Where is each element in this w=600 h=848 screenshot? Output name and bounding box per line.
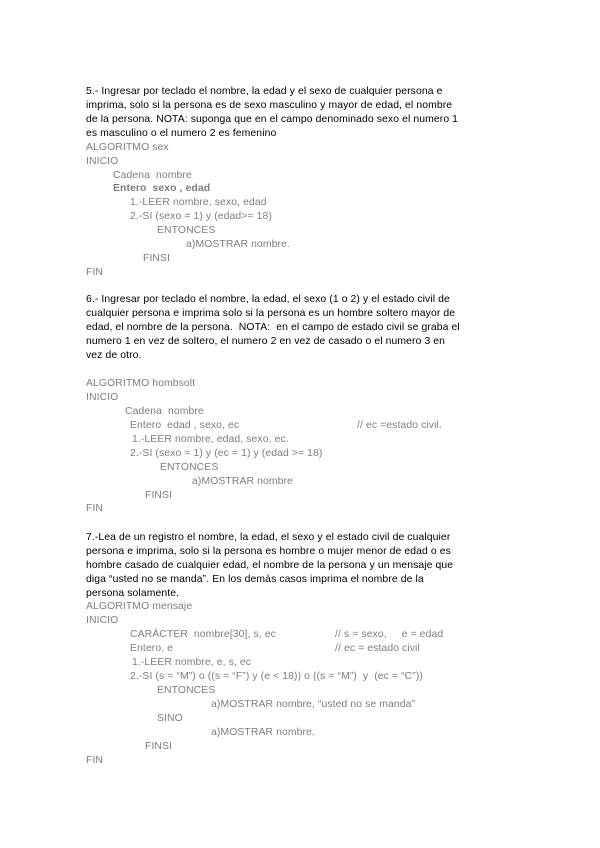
ex7-comment-1: // s = sexo, e = edad [335, 629, 444, 640]
ex5-code-line-1: ALGORITMO sex [86, 142, 169, 153]
ex6-code-line-10: FIN [86, 503, 104, 514]
ex7-code-line-10: a)MOSTRAR nombre. [211, 727, 315, 738]
ex6-statement-line-1: 6.- Ingresar por teclado el nombre, la edad, el sexo (1 o 2) y el estado civil de [86, 294, 450, 305]
ex7-code-line-11: FINSI [145, 741, 173, 752]
ex7-code-line-8: a)MOSTRAR nombre, “usted no se manda” [211, 699, 416, 710]
ex7-statement-line-2: persona e imprima, solo si la persona es hombre o mujer menor de edad o es [86, 546, 451, 557]
ex7-statement-line-3: hombre casado de cualquier edad, el nombre de la persona y un mensaje que [86, 560, 454, 571]
ex7-code-line-3: CARÁCTER nombre[30], s, ec [130, 629, 276, 640]
ex6-comment: // ec =estado civil. [357, 420, 442, 431]
ex7-statement-line-4: diga “usted no se manda”. En los demás casos imprima el nombre de la [86, 574, 424, 585]
ex6-code-line-3: Cadena nombre [125, 406, 204, 417]
ex6-statement-line-2: cualquier persona e imprima solo si la persona es un hombre soltero mayor de [86, 308, 456, 319]
ex7-statement-line-5: persona solamente. [86, 588, 180, 599]
ex7-code-line-5: 1.-LEER nombre, e, s, ec [132, 657, 252, 668]
ex7-code-line-6: 2.-SI (s = “M”) o ((s = “F”) y (e < 18)) o ((s = “M”) y (ec = “C”)) [130, 671, 423, 682]
ex7-comment-2: // ec = estado civil [335, 643, 420, 654]
ex6-statement-line-5: vez de otro. [86, 350, 142, 361]
ex6-code-line-1: ALGORITMO hombsolt [86, 378, 196, 389]
ex6-code-line-7: ENTONCES [160, 462, 219, 473]
ex7-code-line-2: INICIO [86, 615, 119, 626]
ex5-code-line-7: ENTONCES [157, 225, 216, 236]
ex6-code-line-6: 2.-SI (sexo = 1) y (ec = 1) y (edad >= 18) [130, 448, 323, 459]
ex6-code-line-2: INICIO [86, 392, 119, 403]
ex7-code-line-12: FIN [86, 755, 104, 766]
ex7-code-line-7: ENTONCES [157, 685, 216, 696]
ex6-statement-line-4: numero 1 en vez de soltero, el numero 2 en vez de casado o el numero 3 en [86, 336, 446, 347]
ex5-code-line-4: Entero sexo , edad [113, 183, 211, 194]
ex6-code-line-9: FINSI [145, 490, 173, 501]
ex5-statement-line-3: de la persona. NOTA: suponga que en el campo denominado sexo el numero 1 [86, 114, 459, 125]
ex5-code-line-9: FINSI [143, 253, 171, 264]
ex6-code-line-4: Entero edad , sexo, ec [130, 420, 240, 431]
ex5-code-line-8: a)MOSTRAR nombre. [186, 239, 290, 250]
ex5-statement-line-2: imprima, solo si la persona es de sexo masculino y mayor de edad, el nombre [86, 100, 453, 111]
ex6-code-line-5: 1.-LEER nombre, edad, sexo, ec. [132, 434, 289, 445]
ex7-code-line-4: Entero, e [130, 643, 174, 654]
ex5-code-line-5: 1.-LEER nombre, sexo, edad [130, 197, 267, 208]
ex5-code-line-3: Cadena nombre [113, 170, 192, 181]
ex7-code-line-1: ALGORITMO mensaje [86, 601, 193, 612]
ex6-code-line-8: a)MOSTRAR nombre [192, 476, 293, 487]
ex5-code-line-10: FIN [86, 267, 104, 278]
ex5-statement-line-1: 5.- Ingresar por teclado el nombre, la edad y el sexo de cualquier persona e [86, 86, 443, 97]
ex7-code-line-9: SINO [157, 713, 183, 724]
ex5-statement-line-4: es masculino o el numero 2 es femenino [86, 128, 277, 139]
ex5-code-line-6: 2.-SI (sexo = 1) y (edad>= 18) [130, 211, 272, 222]
ex7-statement-line-1: 7.-Lea de un registro el nombre, la edad, el sexo y el estado civil de cualquier [86, 532, 451, 543]
ex6-statement-line-3: edad, el nombre de la persona. NOTA: en el campo de estado civil se graba el [86, 322, 460, 333]
ex5-code-line-2: INICIO [86, 156, 119, 167]
